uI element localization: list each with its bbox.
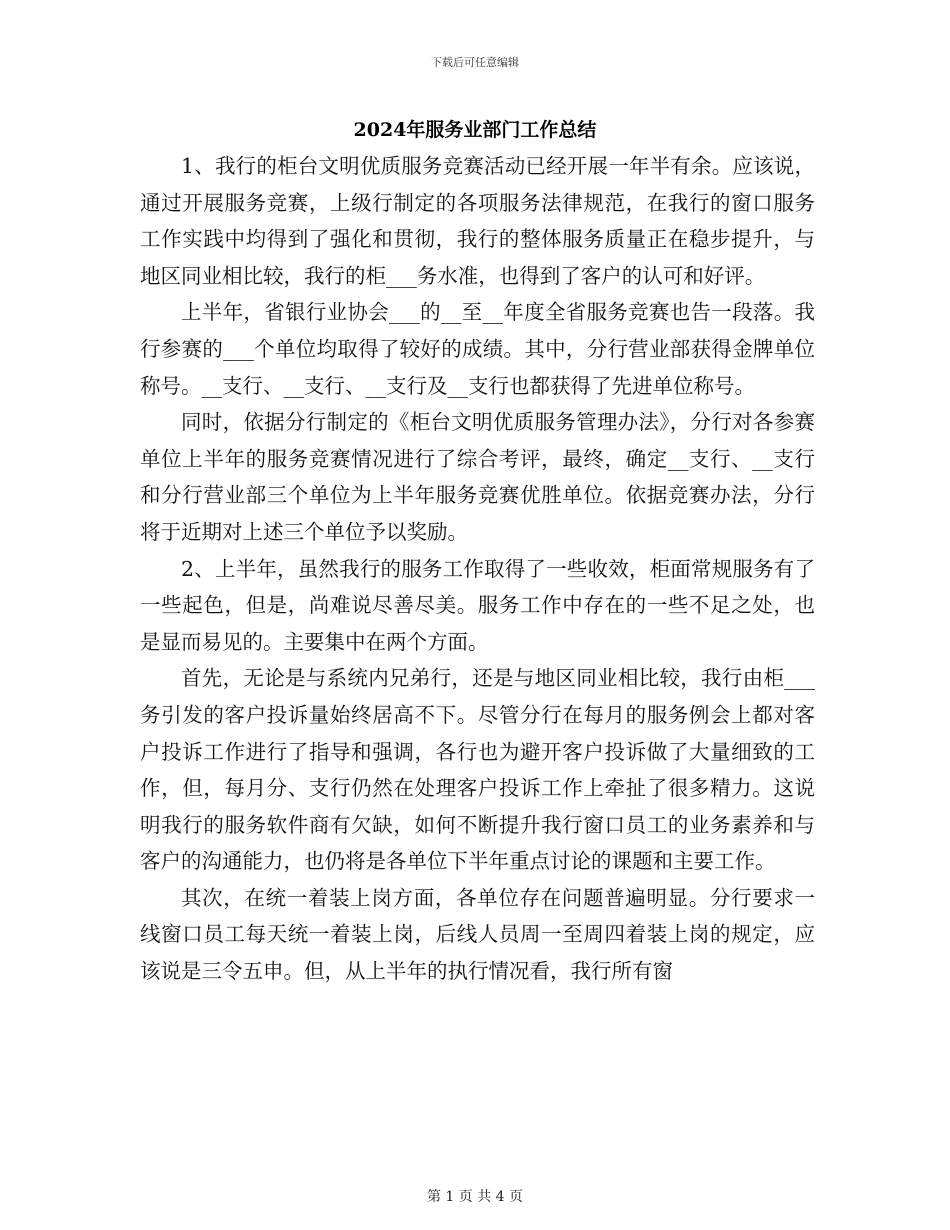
page-footer: 第 1 页 共 4 页 [426,1189,524,1205]
paragraph: 同时，依据分行制定的《柜台文明优质服务管理办法》，分行对各参赛单位上半年的服务竞赛情况进行了综合考评，最终，确定__支行、__支行和分行营业部三个单位为上半年服务竞赛优胜单位。依据竞赛办法，分行将于近期对上述三个单位予以奖励。 [140,410,815,544]
paragraph: 2、上半年，虽然我行的服务工作取得了一些收效，柜面常规服务有了一些起色，但是，尚难说尽善尽美。服务工作中存在的一些不足之处，也是显而易见的。主要集中在两个方面。 [140,556,815,654]
document-body [140,148,815,990]
document-title: 2024年服务业部门工作总结 [353,119,597,141]
header-note: 下载后可任意编辑 [431,56,519,69]
paragraph: 其次，在统一着装上岗方面，各单位存在问题普遍明显。分行要求一线窗口员工每天统一着装上岗，后线人员周一至周四着装上岗的规定，应该说是三令五申。但，从上半年的执行情况看，我行所有窗 [140,885,815,984]
paragraph: 上半年，省银行业协会___的__至__年度全省服务竞赛也告一段落。我行参赛的___个单位均取得了较好的成绩。其中，分行营业部获得金牌单位称号。__支行、__支行、__支行及__支行也都获得了先进单位称号。 [140,300,815,398]
paragraph: 首先，无论是与系统内兄弟行，还是与地区同业相比较，我行由柜___务引发的客户投诉量始终居高不下。尽管分行在每月的服务例会上都对客户投诉工作进行了指导和强调，各行也为避开客户投诉做了大量细致的工作，但，每月分、支行仍然在处理客户投诉工作上牵扯了很多精力。这说明我行的服务软件商有欠缺，如何不断提升我行窗口员工的业务素养和与客户的沟通能力，也仍将是各单位下半年重点讨论的课题和主要工作。 [140,666,815,874]
paragraph: 1、我行的柜台文明优质服务竞赛活动已经开展一年半有余。应该说，通过开展服务竞赛，上级行制定的各项服务法律规范，在我行的窗口服务工作实践中均得到了强化和贯彻，我行的整体服务质量正在稳步提升，与地区同业相比较，我行的柜___务水准，也得到了客户的认可和好评。 [140,154,815,288]
